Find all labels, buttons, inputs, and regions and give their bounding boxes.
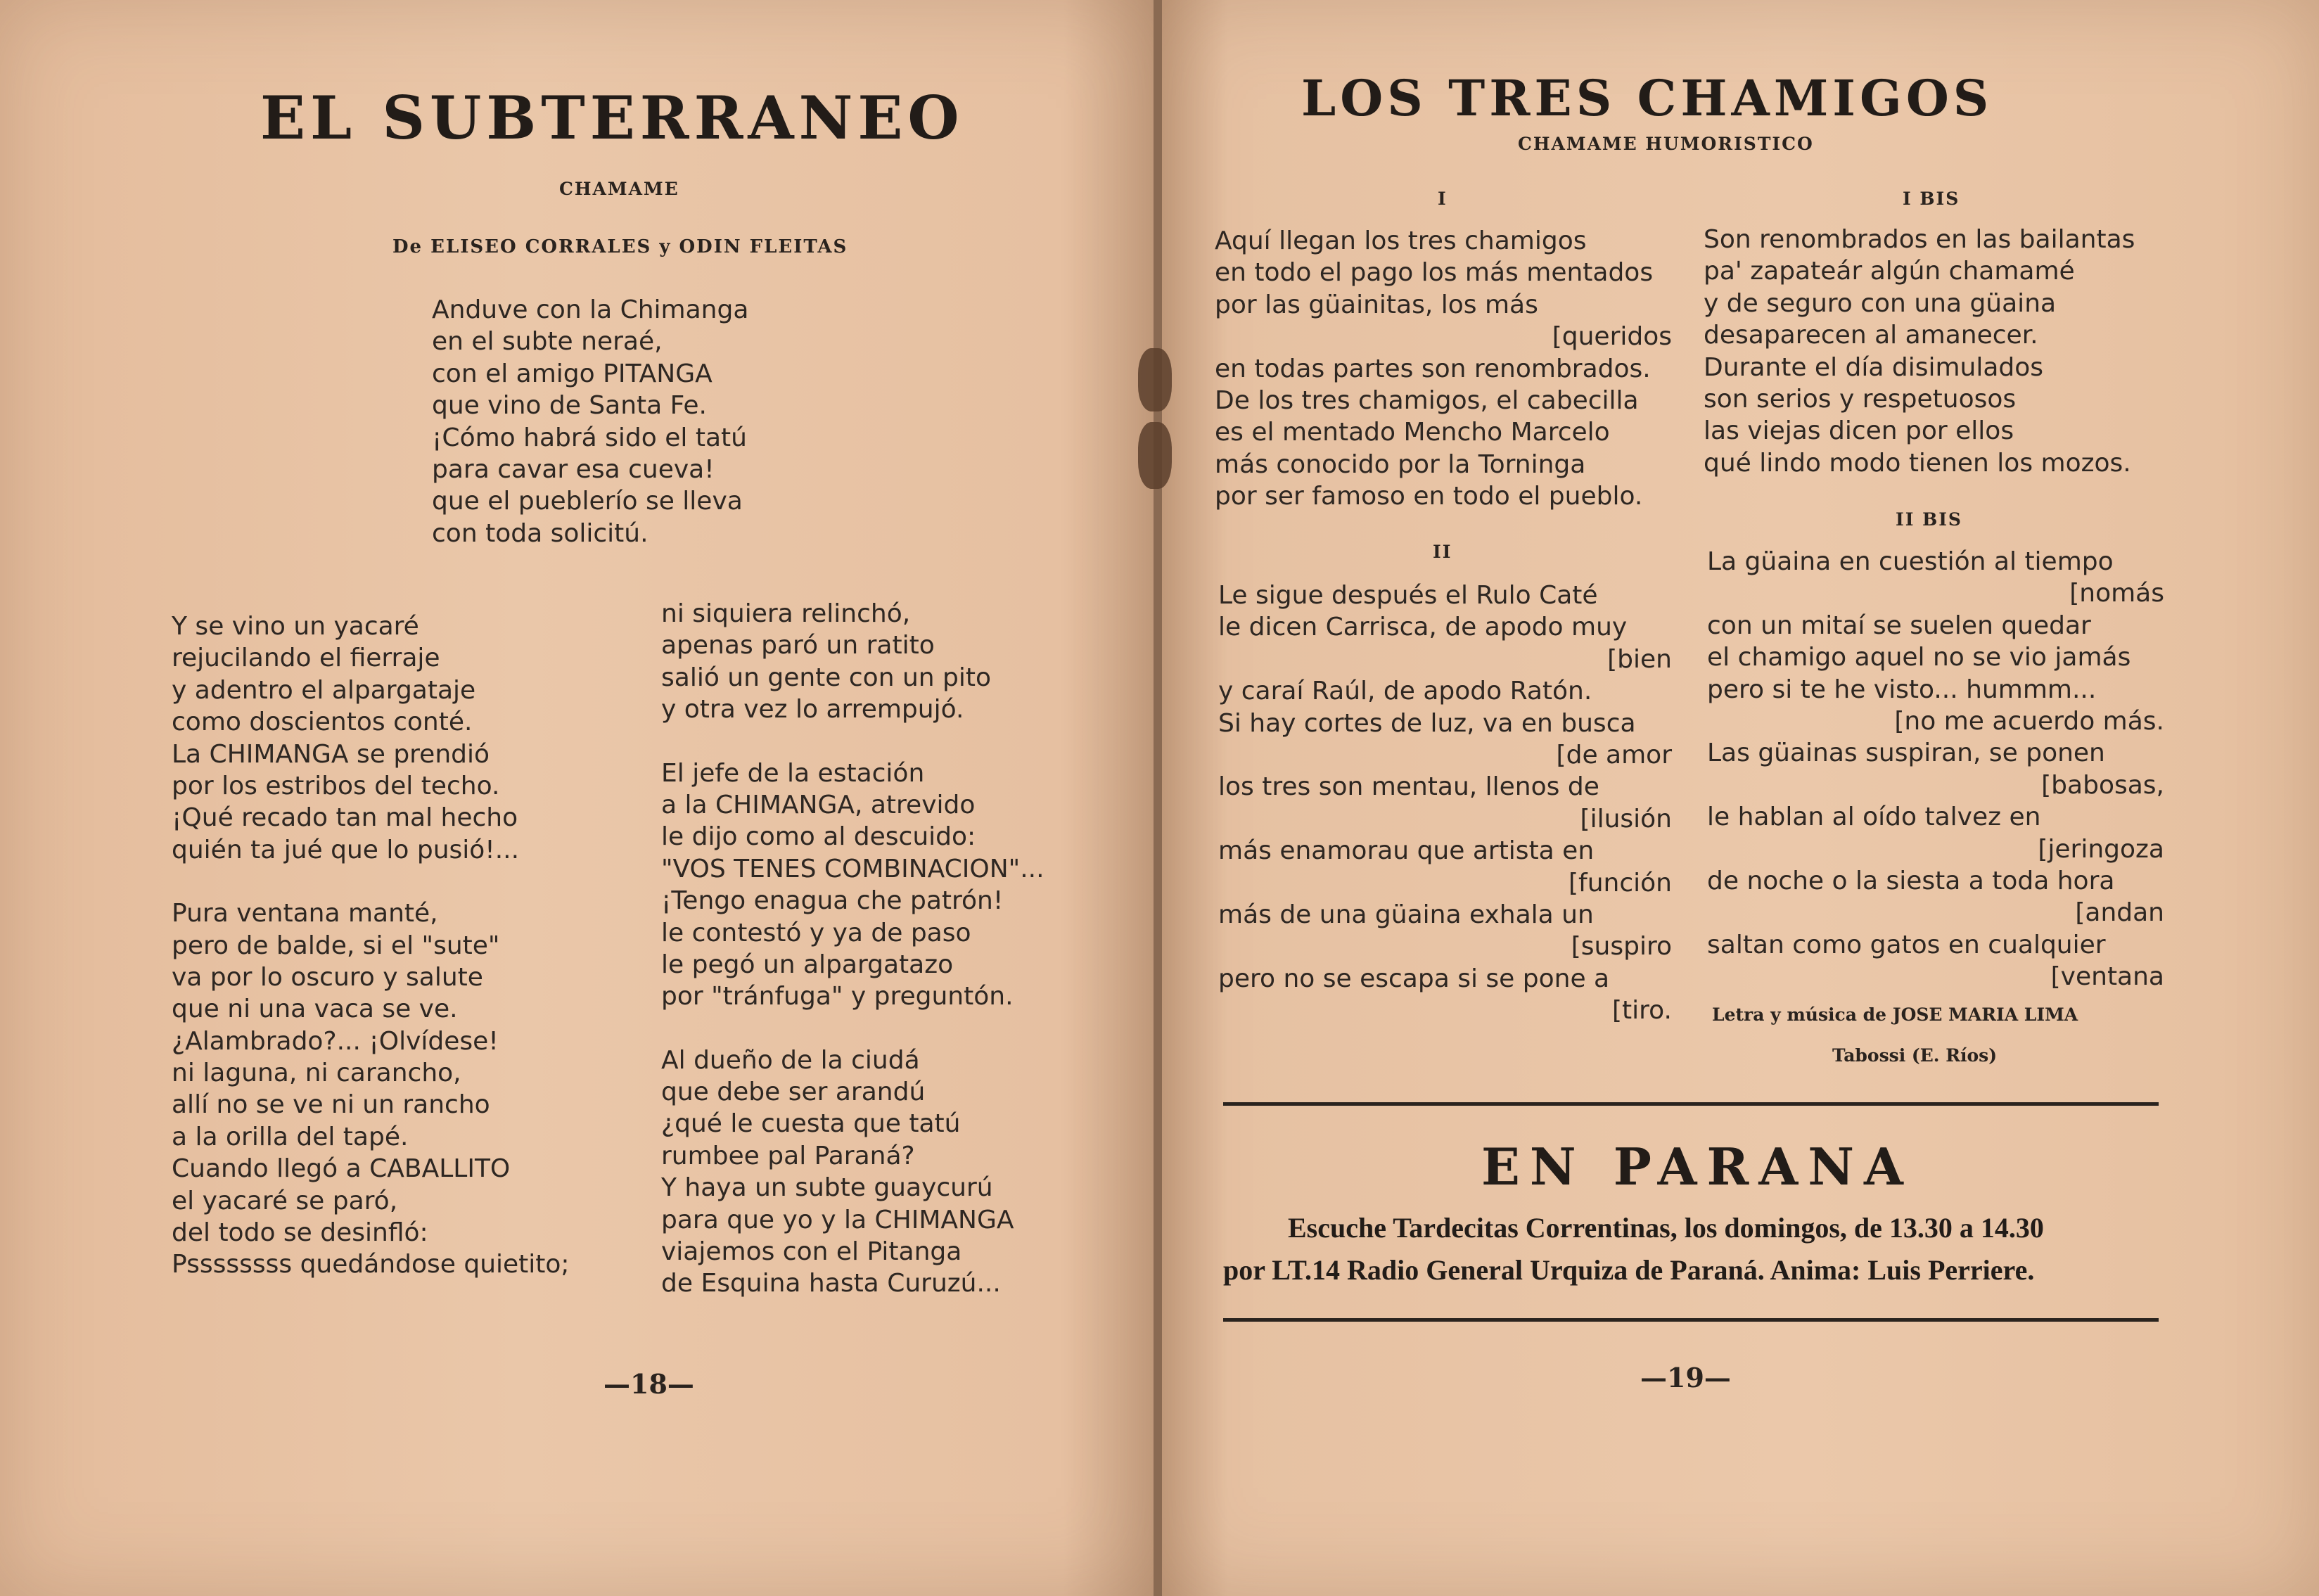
verse-section-i xyxy=(1215,225,1672,513)
page-number: —18— xyxy=(603,1368,694,1400)
verse-line: De los tres chamigos, el cabecilla xyxy=(1215,385,1639,415)
ad-title: EN PARANA xyxy=(1481,1137,1913,1196)
verse-line: le dijo como al descuido: xyxy=(661,822,976,852)
verse-line: Aquí llegan los tres chamigos xyxy=(1215,226,1587,255)
song-genre: CHAMAME HUMORISTICO xyxy=(1518,134,1814,154)
verse-line: más conocido por la Torninga xyxy=(1215,449,1586,479)
verse-line: y de seguro con una güaina xyxy=(1704,288,2057,318)
verse-line: con toda solicitú. xyxy=(432,518,649,548)
verse-line: rumbee pal Paraná? xyxy=(661,1141,915,1170)
verse-line: [nomás xyxy=(2069,579,2164,608)
verse-section-i-bis xyxy=(1704,224,2164,479)
verse-line: salió un gente con un pito xyxy=(661,663,992,692)
verse-line: ¿qué le cuesta que tatú xyxy=(661,1109,961,1139)
verse-line: pa' zapateár algún chamamé xyxy=(1704,257,2075,286)
verse-line: que debe ser arandú xyxy=(661,1078,926,1107)
divider-rule xyxy=(1223,1318,2159,1322)
verse-line: Durante el día disimulados xyxy=(1704,352,2044,382)
verse-line: que vino de Santa Fe. xyxy=(432,391,707,421)
song-genre: CHAMAME xyxy=(559,179,679,199)
verse-line: ni siquiera relinchó, xyxy=(661,599,911,628)
verse-line: quién ta jué que lo pusió!... xyxy=(172,835,520,864)
verse-section-ii xyxy=(1218,580,1672,1026)
verse-line: ¡Tengo enagua che patrón! xyxy=(661,886,1004,916)
verse-line: le contestó y ya de paso xyxy=(661,918,971,947)
verse-line: Le sigue después el Rulo Caté xyxy=(1218,581,1598,610)
ad-line: Escuche Tardecitas Correntinas, los domingos, de 13.30 a 14.30 xyxy=(1288,1212,2044,1244)
ad-line: por LT.14 Radio General Urquiza de Paraná. Anima: Luis Perriere. xyxy=(1223,1254,2035,1286)
verse-line: a la orilla del tapé. xyxy=(172,1122,409,1151)
left-page xyxy=(0,0,1156,1596)
verse-line: ¿Alambrado?... ¡Olvídese! xyxy=(172,1026,499,1056)
right-page xyxy=(1158,0,2319,1596)
verse-line: [ilusión xyxy=(1580,804,1672,834)
divider-rule xyxy=(1223,1102,2159,1106)
verse-line: ¡Qué recado tan mal hecho xyxy=(172,803,518,833)
verse-line: pero si te he visto... hummm... xyxy=(1707,675,2097,704)
verse-line: desaparecen al amanecer. xyxy=(1704,321,2038,350)
verse-line: con el amigo PITANGA xyxy=(432,359,713,388)
verse-line: [suspiro xyxy=(1571,932,1672,962)
verse-line: como doscientos conté. xyxy=(172,708,473,737)
verse-line: saltan como gatos en cualquier xyxy=(1707,930,2106,959)
verse-line: que ni una vaca se ve. xyxy=(172,995,458,1024)
verse-line: pero de balde, si el "sute" xyxy=(172,931,500,960)
verse-line: va por lo oscuro y salute xyxy=(172,962,483,992)
verse-line: y adentro el alpargataje xyxy=(172,675,476,705)
verse-line: Y se vino un yacaré xyxy=(172,612,419,641)
verse-column-2 xyxy=(661,598,1044,1300)
verse-line: más enamorau que artista en xyxy=(1218,836,1595,866)
song-title: EL SUBTERRANEO xyxy=(260,83,964,153)
verse-intro xyxy=(432,294,748,549)
verse-line: [de amor xyxy=(1556,740,1672,770)
verse-line: rejucilando el fierraje xyxy=(172,644,440,673)
verse-line: el yacaré se paró, xyxy=(172,1186,398,1215)
verse-line: le hablan al oído talvez en xyxy=(1707,803,2041,832)
verse-line: por los estribos del techo. xyxy=(172,771,500,800)
verse-line: Al dueño de la ciudá xyxy=(661,1045,920,1075)
verse-line: Pssssssss quedándose quietito; xyxy=(172,1250,570,1279)
verse-line: [ventana xyxy=(2050,962,2164,992)
verse-line: [tiro. xyxy=(1611,996,1672,1026)
verse-line: Anduve con la Chimanga xyxy=(432,295,749,324)
verse-line: ¡Cómo habrá sido el tatú xyxy=(432,423,747,452)
verse-line: El jefe de la estación xyxy=(661,758,925,788)
verse-line: le pegó un alpargatazo xyxy=(661,950,954,979)
stanza-gap xyxy=(172,866,570,898)
verse-line: son serios y respetuosos xyxy=(1704,384,2017,414)
verse-line: para cavar esa cueva! xyxy=(432,454,715,484)
verse-line: [babosas, xyxy=(2041,770,2164,800)
verse-line: a la CHIMANGA, atrevido xyxy=(661,790,976,819)
verse-line: en todas partes son renombrados. xyxy=(1215,354,1651,383)
section-heading: II xyxy=(1433,542,1452,562)
verse-line: [andan xyxy=(2075,898,2164,928)
book-gutter xyxy=(1154,0,1162,1596)
staple-hole xyxy=(1138,422,1172,489)
verse-line: los tres son mentau, llenos de xyxy=(1218,772,1599,802)
verse-line: con un mitaí se suelen quedar xyxy=(1707,611,2091,640)
verse-line: y caraí Raúl, de apodo Ratón. xyxy=(1218,677,1592,706)
song-authors: De ELISEO CORRALES y ODIN FLEITAS xyxy=(392,236,848,257)
verse-line: Las güainas suspiran, se ponen xyxy=(1707,739,2105,768)
verse-line: [bien xyxy=(1607,644,1672,674)
verse-line: el chamigo aquel no se vio jamás xyxy=(1707,643,2131,672)
verse-line: pero no se escapa si se pone a xyxy=(1218,964,1610,993)
verse-line: Si hay cortes de luz, va en busca xyxy=(1218,708,1636,738)
verse-line: las viejas dicen por ellos xyxy=(1704,416,2014,446)
verse-line: Cuando llegó a CABALLITO xyxy=(172,1154,511,1184)
verse-line: apenas paró un ratito xyxy=(661,631,935,660)
song-title: LOS TRES CHAMIGOS xyxy=(1301,69,1993,127)
song-credit: Tabossi (E. Ríos) xyxy=(1832,1045,1998,1066)
section-heading: I xyxy=(1438,189,1448,209)
verse-line: en todo el pago los más mentados xyxy=(1215,258,1654,288)
verse-line: de Esquina hasta Curuzú... xyxy=(661,1269,1001,1298)
verse-line: Y haya un subte guaycurú xyxy=(661,1173,993,1203)
page-number: —19— xyxy=(1640,1362,1731,1393)
stanza-gap xyxy=(661,726,1044,758)
verse-column-1 xyxy=(172,611,570,1281)
verse-line: La güaina en cuestión al tiempo xyxy=(1707,547,2114,576)
verse-line: de noche o la siesta a toda hora xyxy=(1707,866,2115,895)
staple-hole xyxy=(1138,348,1172,411)
verse-line: por "tránfuga" y preguntón. xyxy=(661,982,1014,1011)
verse-line: [queridos xyxy=(1552,322,1672,352)
verse-line: para que yo y la CHIMANGA xyxy=(661,1205,1014,1234)
verse-line: le dicen Carrisca, de apodo muy xyxy=(1218,613,1628,642)
verse-line: es el mentado Mencho Marcelo xyxy=(1215,418,1610,447)
song-credit: Letra y música de JOSE MARIA LIMA xyxy=(1712,1004,2078,1025)
verse-line: "VOS TENES COMBINACION"... xyxy=(661,854,1044,883)
verse-line: qué lindo modo tienen los mozos. xyxy=(1704,448,2131,478)
verse-line: [no me acuerdo más. xyxy=(1894,706,2164,736)
verse-section-ii-bis xyxy=(1707,546,2164,992)
verse-line: por las güainitas, los más xyxy=(1215,290,1538,319)
verse-line: en el subte neraé, xyxy=(432,327,663,357)
verse-line: Pura ventana manté, xyxy=(172,899,438,928)
section-heading: II BIS xyxy=(1896,509,1962,530)
stanza-gap xyxy=(661,1013,1044,1045)
verse-line: que el pueblerío se lleva xyxy=(432,487,743,516)
verse-line: La CHIMANGA se prendió xyxy=(172,739,490,769)
verse-line: viajemos con el Pitanga xyxy=(661,1237,962,1267)
verse-line: ni laguna, ni carancho, xyxy=(172,1059,461,1088)
verse-line: más de una güaina exhala un xyxy=(1218,900,1594,929)
verse-line: del todo se desinfló: xyxy=(172,1218,428,1248)
verse-line: por ser famoso en todo el pueblo. xyxy=(1215,482,1643,511)
verse-line: [función xyxy=(1569,868,1672,898)
verse-line: Son renombrados en las bailantas xyxy=(1704,225,2135,254)
verse-line: [jeringoza xyxy=(2038,834,2164,864)
section-heading: I BIS xyxy=(1903,189,1960,209)
verse-line: y otra vez lo arrempujó. xyxy=(661,695,964,724)
verse-line: allí no se ve ni un rancho xyxy=(172,1090,490,1120)
